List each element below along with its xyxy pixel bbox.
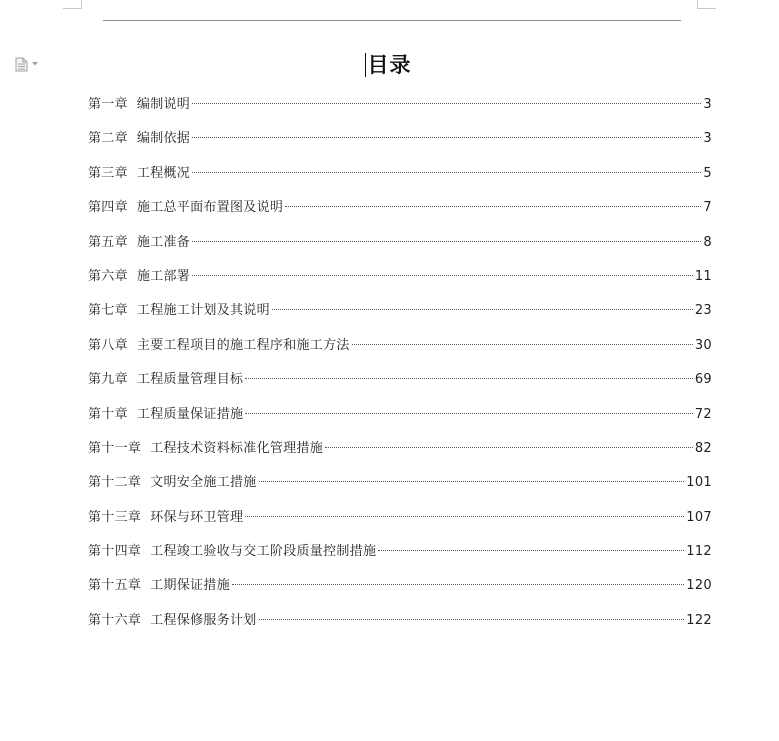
toc-entry[interactable]	[88, 334, 712, 368]
toc-entry-page-number: 69	[694, 372, 712, 388]
toc-entry[interactable]	[88, 609, 712, 643]
header-divider	[103, 20, 681, 21]
toc-entry-title: 主要工程项目的施工程序和施工方法	[136, 337, 350, 353]
toc-entry[interactable]	[88, 299, 712, 333]
toc-entry-page-number: 5	[703, 165, 712, 181]
toc-entry-leader-dots	[259, 619, 685, 620]
toc-entry-title: 文明安全施工措施	[150, 475, 257, 491]
toc-heading-text: 目录	[367, 52, 412, 77]
toc-entry-title: 工程技术资料标准化管理措施	[150, 440, 324, 456]
toc-entry-page-number: 3	[703, 97, 712, 112]
toc-entry-title: 工程概况	[136, 165, 191, 181]
toc-entry-chapter: 第十六章	[88, 612, 142, 628]
toc-entry-chapter: 第四章	[88, 200, 128, 216]
toc-entry-chapter: 第三章	[88, 165, 128, 181]
toc-entry[interactable]	[88, 231, 712, 265]
toc-entry-leader-dots	[192, 172, 701, 173]
toc-entry-leader-dots	[378, 550, 684, 551]
toc-entry-page-number: 107	[686, 509, 712, 525]
toc-entry[interactable]	[88, 368, 712, 402]
toc-entry-chapter: 第十三章	[88, 509, 142, 525]
toc-entry-leader-dots	[325, 447, 693, 448]
toc-entry-title: 工程质量保证措施	[136, 406, 244, 422]
toc-entry-title: 编制说明	[136, 97, 191, 112]
toc-entry-leader-dots	[245, 516, 684, 517]
toc-entry-page-number: 72	[694, 406, 712, 422]
toc-entry-page-number: 11	[694, 268, 712, 284]
toc-entry-leader-dots	[259, 481, 685, 482]
toc-entry-page-number: 8	[703, 234, 712, 250]
toc-entry-page-number: 112	[686, 544, 712, 560]
toc-entry-page-number: 120	[686, 578, 712, 594]
toc-entry-chapter: 第十五章	[88, 578, 142, 594]
toc-entry-chapter: 第十一章	[88, 440, 142, 456]
toc-entry-chapter: 第九章	[88, 372, 128, 388]
toc-heading[interactable]	[368, 50, 412, 80]
toc-entry-chapter: 第十章	[88, 406, 128, 422]
toc-entry-leader-dots	[245, 378, 693, 379]
toc-entry[interactable]	[88, 127, 712, 161]
toc-entry[interactable]	[88, 265, 712, 299]
toc-entry[interactable]	[88, 471, 712, 505]
toc-entry-page-number: 122	[686, 612, 712, 628]
toc-entry-title: 编制依据	[136, 131, 191, 147]
toc-entry-leader-dots	[272, 309, 693, 310]
toc-entry-title: 工程施工计划及其说明	[136, 303, 270, 319]
toc-entry-title: 工程质量管理目标	[136, 372, 244, 388]
toc-entry-chapter: 第七章	[88, 303, 128, 319]
toc-entry-chapter: 第十四章	[88, 544, 142, 560]
toc-entry-page-number: 3	[703, 131, 712, 147]
margin-corner-mark-right	[697, 0, 716, 9]
toc-entry-leader-dots	[352, 344, 693, 345]
margin-corner-mark-left	[63, 0, 82, 9]
toc-entry-title: 施工准备	[136, 234, 191, 250]
toc-entry-page-number: 7	[703, 200, 712, 216]
title-container	[0, 50, 779, 80]
toc-entry[interactable]	[88, 403, 712, 437]
toc-entry-leader-dots	[192, 103, 701, 104]
toc-entry-chapter: 第二章	[88, 131, 128, 147]
toc-entry[interactable]	[88, 574, 712, 608]
toc-entry[interactable]	[88, 540, 712, 574]
toc-entry-chapter: 第十二章	[88, 475, 142, 491]
toc-entry-title: 工程竣工验收与交工阶段质量控制措施	[150, 544, 377, 560]
toc-entry-leader-dots	[192, 241, 701, 242]
toc-entry-chapter: 第一章	[88, 97, 128, 112]
toc-entry-page-number: 82	[694, 440, 712, 456]
toc-entry[interactable]	[88, 162, 712, 196]
table-of-contents	[88, 93, 712, 643]
toc-entry[interactable]	[88, 506, 712, 540]
toc-entry-title: 施工部署	[136, 268, 191, 284]
toc-entry-title: 环保与环卫管理	[150, 509, 244, 525]
toc-entry[interactable]	[88, 93, 712, 127]
toc-entry-page-number: 30	[694, 337, 712, 353]
toc-entry-chapter: 第六章	[88, 268, 128, 284]
toc-entry-title: 施工总平面布置图及说明	[136, 200, 284, 216]
toc-entry-leader-dots	[192, 275, 693, 276]
toc-entry-leader-dots	[245, 413, 693, 414]
toc-entry-title: 工期保证措施	[150, 578, 231, 594]
toc-entry-leader-dots	[285, 206, 701, 207]
toc-entry-page-number: 23	[694, 303, 712, 319]
toc-entry-title: 工程保修服务计划	[150, 612, 257, 628]
toc-entry-page-number: 101	[686, 475, 712, 491]
text-cursor	[365, 53, 366, 77]
toc-entry-chapter: 第八章	[88, 337, 128, 353]
toc-entry-chapter: 第五章	[88, 234, 128, 250]
toc-entry[interactable]	[88, 196, 712, 230]
toc-entry-leader-dots	[232, 584, 684, 585]
toc-entry-leader-dots	[192, 137, 701, 138]
toc-entry[interactable]	[88, 437, 712, 471]
